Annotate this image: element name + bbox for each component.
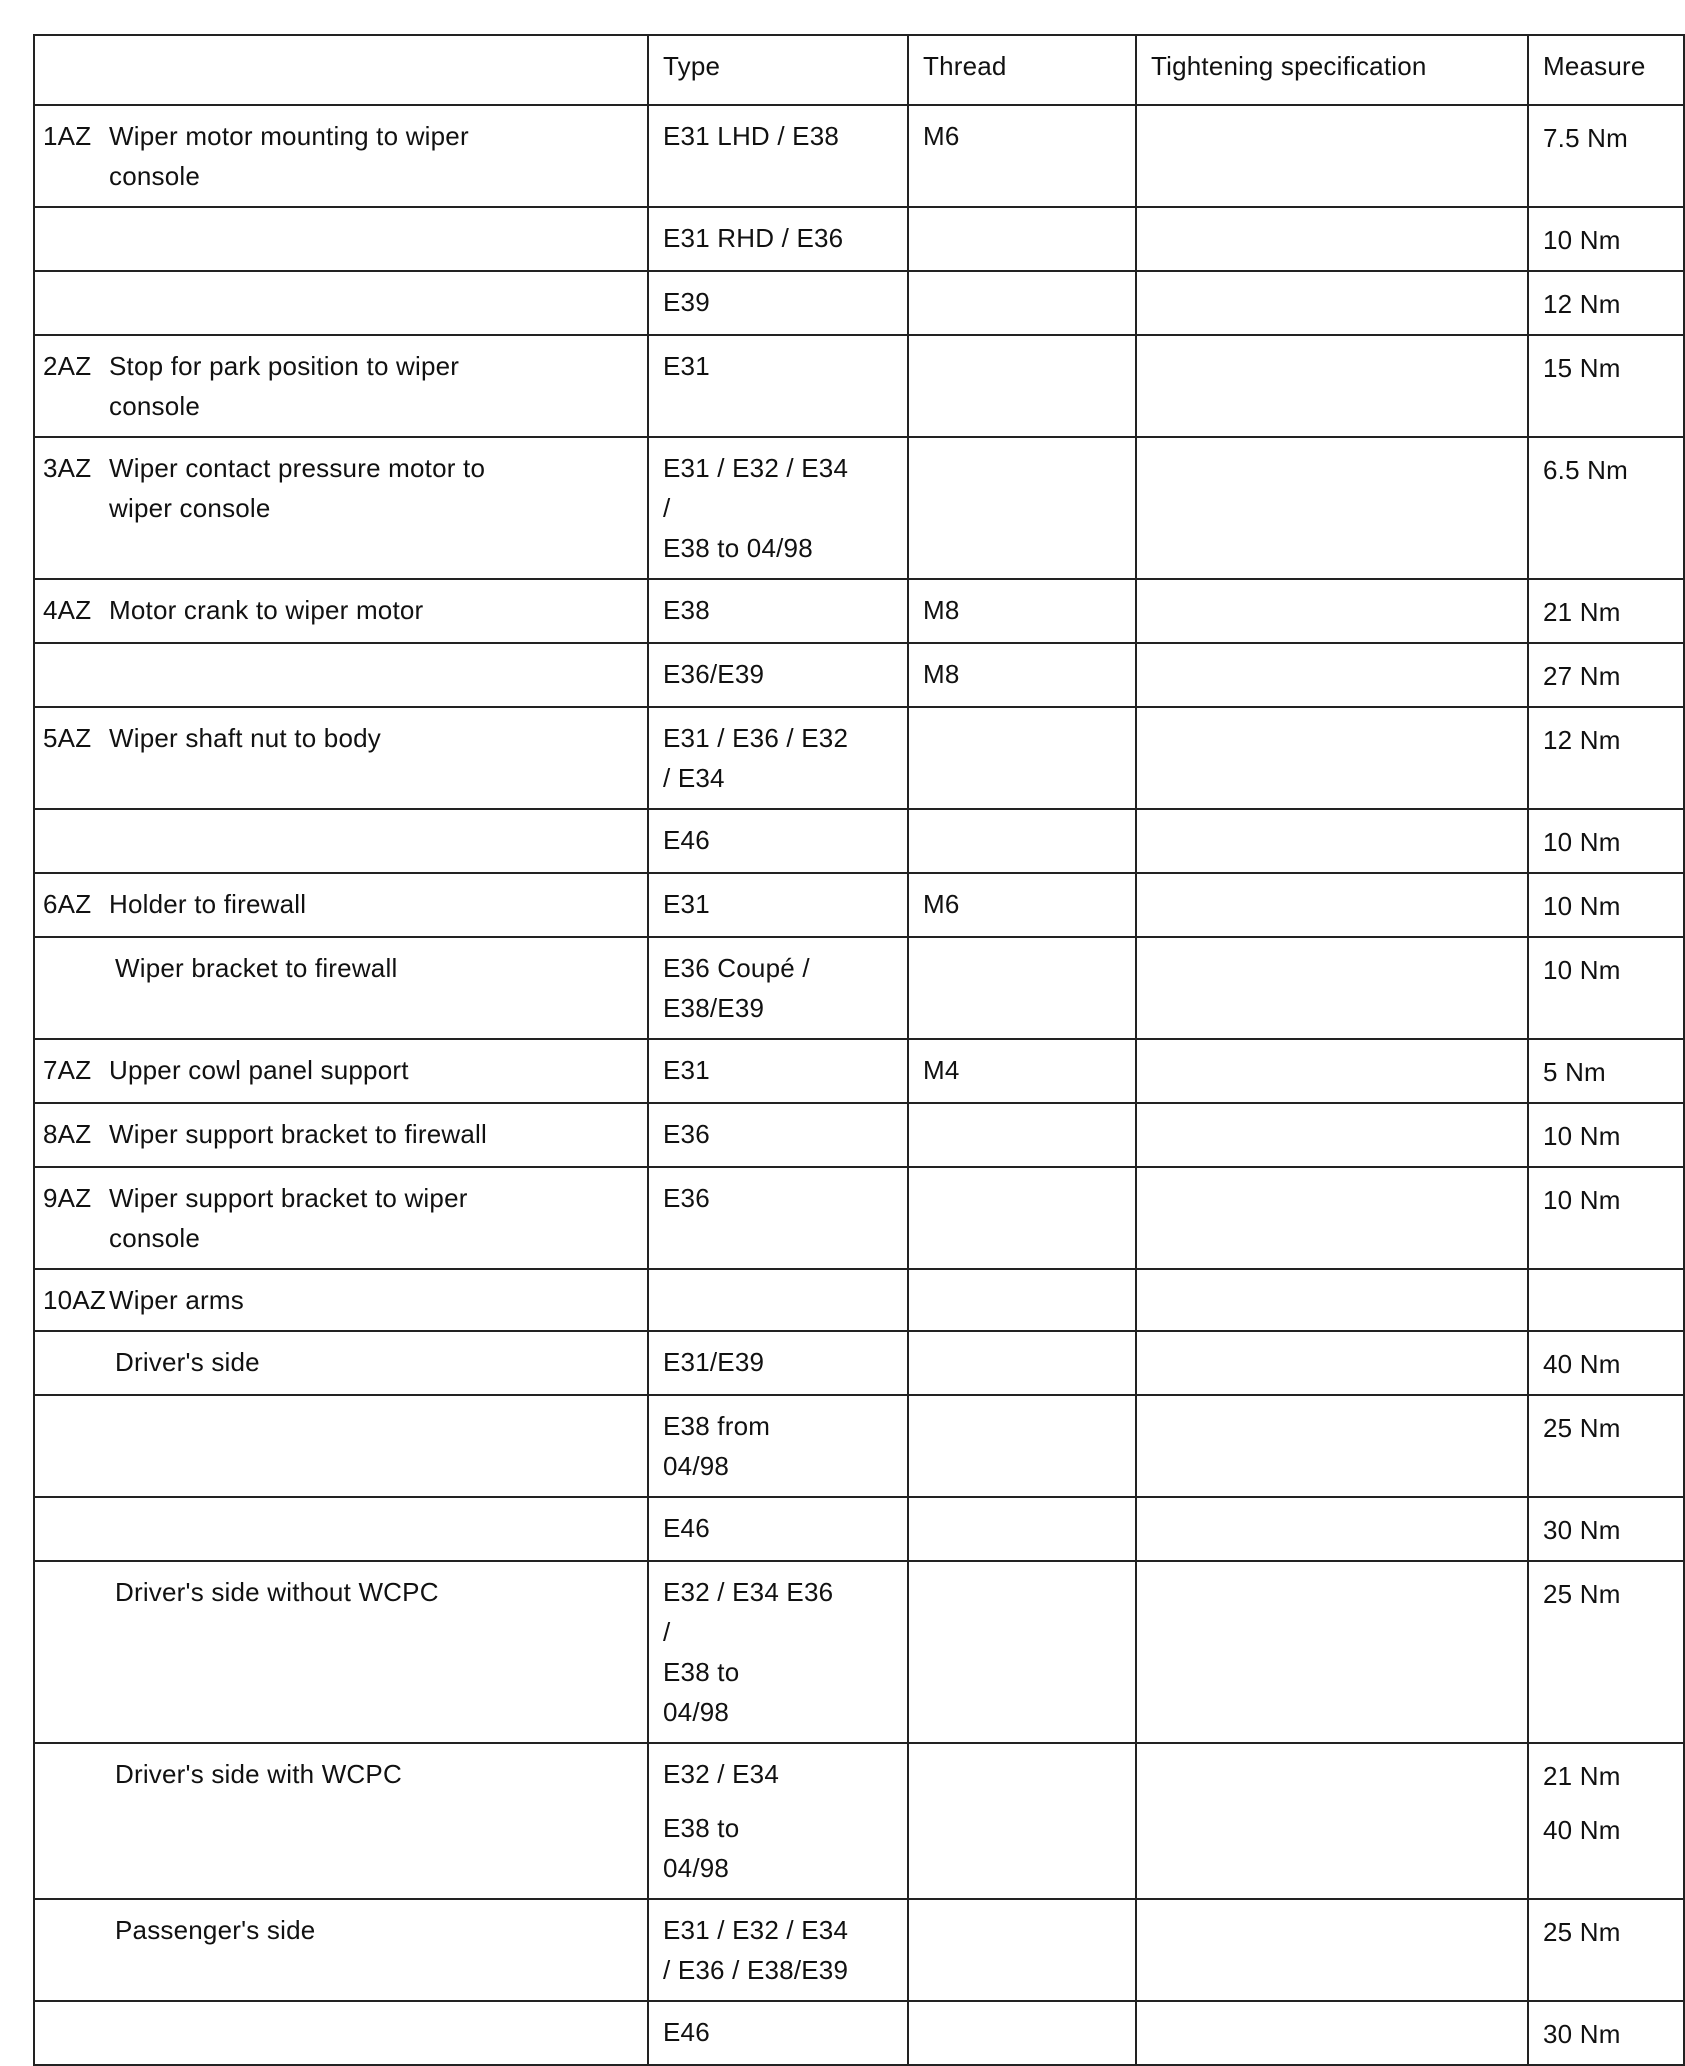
type-cell xyxy=(648,1497,908,1561)
measure-value: 15 Nm xyxy=(1543,353,1621,383)
measure-cell xyxy=(1528,643,1684,707)
thread-cell: M6 xyxy=(908,105,1136,207)
item-code: 2AZ xyxy=(43,351,92,381)
item-description-continued: wiper console xyxy=(109,493,271,523)
measure-cell xyxy=(1528,207,1684,271)
type-cell xyxy=(648,1269,908,1331)
item-cell xyxy=(34,1743,648,1899)
thread-cell: M6 xyxy=(908,873,1136,937)
table-row xyxy=(34,809,1684,873)
type-value: / E36 / E38/E39 xyxy=(663,1955,849,1985)
measure-cell xyxy=(1528,1039,1684,1103)
item-cell xyxy=(34,437,648,579)
type-cell xyxy=(648,1103,908,1167)
type-value: E38 xyxy=(663,595,710,625)
type-cell xyxy=(648,1743,908,1899)
table-body xyxy=(34,105,1684,2065)
thread-cell xyxy=(908,1497,1136,1561)
measure-value: 25 Nm xyxy=(1543,1579,1621,1609)
tightening-cell xyxy=(1136,1743,1528,1899)
measure-cell xyxy=(1528,1269,1684,1331)
type-value: E46 xyxy=(663,825,710,855)
item-cell xyxy=(34,1899,648,2001)
item-description: Motor crank to wiper motor xyxy=(109,595,424,625)
tightening-cell xyxy=(1136,105,1528,207)
thread-cell xyxy=(908,809,1136,873)
type-cell xyxy=(648,1331,908,1395)
type-value: 04/98 xyxy=(663,1697,730,1727)
tightening-cell xyxy=(1136,1039,1528,1103)
measure-value: 10 Nm xyxy=(1543,1185,1621,1215)
measure-cell xyxy=(1528,937,1684,1039)
measure-value: 25 Nm xyxy=(1543,1917,1621,1947)
torque-spec-table xyxy=(33,34,1685,2066)
thread-cell xyxy=(908,2001,1136,2065)
type-value: / E34 xyxy=(663,763,725,793)
measure-value: 10 Nm xyxy=(1543,955,1621,985)
tightening-cell xyxy=(1136,579,1528,643)
thread-cell xyxy=(908,1331,1136,1395)
tightening-cell xyxy=(1136,873,1528,937)
type-value: 04/98 xyxy=(663,1451,730,1481)
item-description: Wiper support bracket to firewall xyxy=(109,1119,487,1149)
type-value: E38 to 04/98 xyxy=(663,533,813,563)
thread-cell xyxy=(908,1743,1136,1899)
item-description: Wiper motor mounting to wiper xyxy=(109,121,469,151)
type-value: E32 / E34 xyxy=(663,1759,779,1789)
type-cell xyxy=(648,707,908,809)
thread-cell xyxy=(908,1395,1136,1497)
type-cell xyxy=(648,105,908,207)
measure-value: 30 Nm xyxy=(1543,1515,1621,1545)
type-cell xyxy=(648,579,908,643)
type-cell xyxy=(648,1899,908,2001)
item-cell xyxy=(34,1039,648,1103)
tightening-cell xyxy=(1136,1269,1528,1331)
item-cell xyxy=(34,579,648,643)
header-measure: Measure xyxy=(1528,35,1684,105)
thread-cell: M8 xyxy=(908,579,1136,643)
header-thread: Thread xyxy=(908,35,1136,105)
item-cell xyxy=(34,1497,648,1561)
item-cell xyxy=(34,1331,648,1395)
type-value: E38 to xyxy=(663,1657,740,1687)
table-row xyxy=(34,707,1684,809)
type-value: E38 from xyxy=(663,1411,771,1441)
measure-cell xyxy=(1528,1561,1684,1743)
thread-cell xyxy=(908,271,1136,335)
type-cell xyxy=(648,937,908,1039)
type-value: E31 LHD / E38 xyxy=(663,121,840,151)
measure-value: 7.5 Nm xyxy=(1543,123,1629,153)
type-value: E31 xyxy=(663,1055,710,1085)
type-value: E39 xyxy=(663,287,710,317)
item-cell xyxy=(34,1395,648,1497)
table-row xyxy=(34,873,1684,937)
measure-value: 5 Nm xyxy=(1543,1057,1606,1087)
item-sub-description: Driver's side xyxy=(115,1347,260,1377)
type-value: E32 / E34 E36 xyxy=(663,1577,834,1607)
item-description: Stop for park position to wiper xyxy=(109,351,460,381)
tightening-cell xyxy=(1136,1899,1528,2001)
type-value: E31 RHD / E36 xyxy=(663,223,844,253)
measure-cell xyxy=(1528,1395,1684,1497)
measure-value: 10 Nm xyxy=(1543,225,1621,255)
item-cell xyxy=(34,1561,648,1743)
item-cell xyxy=(34,1269,648,1331)
table-row xyxy=(34,937,1684,1039)
item-code: 10AZ xyxy=(43,1285,106,1315)
measure-cell xyxy=(1528,271,1684,335)
tightening-cell xyxy=(1136,1395,1528,1497)
type-value: 04/98 xyxy=(663,1853,730,1883)
item-cell xyxy=(34,105,648,207)
type-cell xyxy=(648,207,908,271)
table-row xyxy=(34,643,1684,707)
table-row xyxy=(34,1167,1684,1269)
tightening-cell xyxy=(1136,437,1528,579)
item-code: 6AZ xyxy=(43,889,92,919)
item-sub-description: Driver's side without WCPC xyxy=(115,1577,439,1607)
tightening-cell xyxy=(1136,1561,1528,1743)
table-row xyxy=(34,1103,1684,1167)
tightening-cell xyxy=(1136,1167,1528,1269)
thread-cell xyxy=(908,1899,1136,2001)
measure-value: 21 Nm xyxy=(1543,597,1621,627)
type-cell xyxy=(648,2001,908,2065)
item-description-continued: console xyxy=(109,161,201,191)
table-row xyxy=(34,1743,1684,1899)
type-value: E31 / E36 / E32 xyxy=(663,723,849,753)
item-description-continued: console xyxy=(109,391,201,421)
thread-cell xyxy=(908,1167,1136,1269)
type-value: / xyxy=(663,1617,671,1647)
type-value: E46 xyxy=(663,2017,710,2047)
measure-value: 40 Nm xyxy=(1543,1349,1621,1379)
measure-cell xyxy=(1528,437,1684,579)
type-cell xyxy=(648,809,908,873)
type-value: E31 xyxy=(663,889,710,919)
header-item xyxy=(34,35,648,105)
tightening-cell xyxy=(1136,1103,1528,1167)
item-description: Holder to firewall xyxy=(109,889,307,919)
thread-cell xyxy=(908,1561,1136,1743)
measure-cell xyxy=(1528,2001,1684,2065)
measure-value: 21 Nm xyxy=(1543,1761,1621,1791)
item-cell xyxy=(34,335,648,437)
measure-cell xyxy=(1528,1899,1684,2001)
header-tightening-specification: Tightening specification xyxy=(1136,35,1528,105)
tightening-cell xyxy=(1136,271,1528,335)
type-value: E31 / E32 / E34 xyxy=(663,453,849,483)
type-cell xyxy=(648,1039,908,1103)
type-cell xyxy=(648,271,908,335)
type-value: E36 xyxy=(663,1183,710,1213)
measure-cell xyxy=(1528,809,1684,873)
item-cell xyxy=(34,1167,648,1269)
type-value: E38/E39 xyxy=(663,993,765,1023)
tightening-cell xyxy=(1136,1331,1528,1395)
type-value: E31/E39 xyxy=(663,1347,765,1377)
item-description: Wiper arms xyxy=(109,1285,244,1315)
item-code: 8AZ xyxy=(43,1119,92,1149)
item-code: 1AZ xyxy=(43,121,92,151)
tightening-cell xyxy=(1136,1497,1528,1561)
measure-value: 10 Nm xyxy=(1543,1121,1621,1151)
item-cell xyxy=(34,2001,648,2065)
measure-cell xyxy=(1528,579,1684,643)
item-cell xyxy=(34,937,648,1039)
thread-cell xyxy=(908,207,1136,271)
measure-cell xyxy=(1528,1167,1684,1269)
item-cell xyxy=(34,809,648,873)
table-row xyxy=(34,1039,1684,1103)
tightening-cell xyxy=(1136,643,1528,707)
measure-value: 40 Nm xyxy=(1543,1815,1621,1845)
table-header-row xyxy=(34,35,1684,105)
thread-cell xyxy=(908,437,1136,579)
item-code: 9AZ xyxy=(43,1183,92,1213)
table-row xyxy=(34,1269,1684,1331)
header-type: Type xyxy=(648,35,908,105)
item-code: 3AZ xyxy=(43,453,92,483)
thread-cell xyxy=(908,937,1136,1039)
tightening-cell xyxy=(1136,207,1528,271)
torque-spec-page xyxy=(33,34,1685,2066)
table-row xyxy=(34,1395,1684,1497)
type-value: E36 Coupé / xyxy=(663,953,810,983)
thread-cell xyxy=(908,1269,1136,1331)
type-cell xyxy=(648,437,908,579)
item-sub-description: Passenger's side xyxy=(115,1915,316,1945)
type-value: / xyxy=(663,493,671,523)
table-row xyxy=(34,271,1684,335)
tightening-cell xyxy=(1136,707,1528,809)
thread-cell xyxy=(908,1103,1136,1167)
type-value: E38 to xyxy=(663,1813,740,1843)
table-row xyxy=(34,2001,1684,2065)
table-row xyxy=(34,335,1684,437)
type-value: E46 xyxy=(663,1513,710,1543)
item-sub-description: Wiper bracket to firewall xyxy=(115,953,398,983)
measure-cell xyxy=(1528,873,1684,937)
item-description: Wiper shaft nut to body xyxy=(109,723,381,753)
measure-cell xyxy=(1528,1497,1684,1561)
type-value: E31 xyxy=(663,351,710,381)
tightening-cell xyxy=(1136,335,1528,437)
table-row xyxy=(34,1331,1684,1395)
table-row xyxy=(34,579,1684,643)
table-row xyxy=(34,437,1684,579)
measure-value: 10 Nm xyxy=(1543,827,1621,857)
type-cell xyxy=(648,1395,908,1497)
table-row xyxy=(34,1497,1684,1561)
item-cell xyxy=(34,207,648,271)
item-code: 5AZ xyxy=(43,723,92,753)
tightening-cell xyxy=(1136,2001,1528,2065)
item-description-continued: console xyxy=(109,1223,201,1253)
item-cell xyxy=(34,1103,648,1167)
type-value: E36 xyxy=(663,1119,710,1149)
measure-value: 6.5 Nm xyxy=(1543,455,1629,485)
item-description: Upper cowl panel support xyxy=(109,1055,409,1085)
item-code: 4AZ xyxy=(43,595,92,625)
tightening-cell xyxy=(1136,809,1528,873)
measure-value: 27 Nm xyxy=(1543,661,1621,691)
measure-value: 25 Nm xyxy=(1543,1413,1621,1443)
measure-cell xyxy=(1528,335,1684,437)
table-row xyxy=(34,1561,1684,1743)
type-value: E31 / E32 / E34 xyxy=(663,1915,849,1945)
item-sub-description: Driver's side with WCPC xyxy=(115,1759,402,1789)
type-cell xyxy=(648,335,908,437)
item-description: Wiper support bracket to wiper xyxy=(109,1183,468,1213)
item-cell xyxy=(34,873,648,937)
measure-cell xyxy=(1528,707,1684,809)
measure-value: 30 Nm xyxy=(1543,2019,1621,2049)
table-row xyxy=(34,1899,1684,2001)
measure-value: 10 Nm xyxy=(1543,891,1621,921)
item-cell xyxy=(34,271,648,335)
item-code: 7AZ xyxy=(43,1055,92,1085)
measure-cell xyxy=(1528,1743,1684,1899)
type-cell xyxy=(648,1561,908,1743)
thread-cell xyxy=(908,707,1136,809)
type-cell xyxy=(648,1167,908,1269)
measure-cell xyxy=(1528,1331,1684,1395)
item-cell xyxy=(34,707,648,809)
measure-value: 12 Nm xyxy=(1543,289,1621,319)
type-cell xyxy=(648,873,908,937)
item-description: Wiper contact pressure motor to xyxy=(109,453,486,483)
measure-value: 12 Nm xyxy=(1543,725,1621,755)
thread-cell: M4 xyxy=(908,1039,1136,1103)
item-cell xyxy=(34,643,648,707)
thread-cell: M8 xyxy=(908,643,1136,707)
type-cell xyxy=(648,643,908,707)
table-row xyxy=(34,105,1684,207)
table-row xyxy=(34,207,1684,271)
measure-cell xyxy=(1528,105,1684,207)
measure-cell xyxy=(1528,1103,1684,1167)
thread-cell xyxy=(908,335,1136,437)
type-value: E36/E39 xyxy=(663,659,765,689)
tightening-cell xyxy=(1136,937,1528,1039)
